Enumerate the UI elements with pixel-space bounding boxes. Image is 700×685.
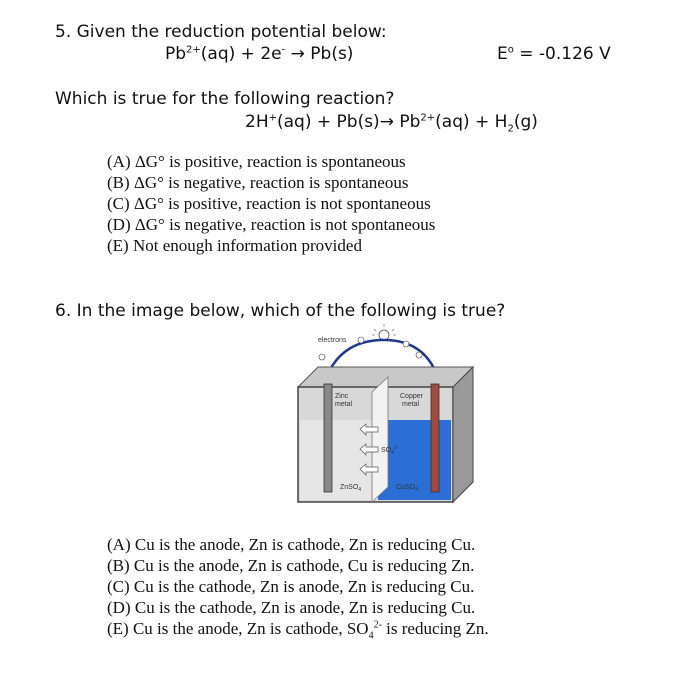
q5-option-a[interactable]: (A) ΔG° is positive, reaction is spontaneous [107, 152, 406, 171]
copper-label-1: Copper [400, 393, 423, 400]
q5-half-reaction: $Pb^{2+}(aq) + 2e^- \to Pb(s)$ [165, 44, 354, 64]
q6-heading: 6. In the image below, which of the following is true? [55, 301, 506, 321]
q5-heading: 5. Given the reduction potential below: [55, 22, 387, 42]
zinc-label-2: metal [335, 401, 353, 408]
q6-option-a[interactable]: (A) Cu is the anode, Zn is cathode, Zn is reducing Cu. [107, 535, 476, 554]
salt-bridge-divider [372, 377, 388, 502]
electrons-label: electrons [318, 337, 347, 344]
q6-option-b[interactable]: (B) Cu is the anode, Zn is cathode, Cu is reducing Zn. [107, 556, 475, 575]
ion-flow-arrows [360, 424, 378, 475]
zinc-label-1: Zinc [335, 393, 349, 400]
q6-option-c[interactable]: (C) Cu is the cathode, Zn is anode, Zn is reducing Cu. [107, 577, 475, 596]
q5-option-e[interactable]: (E) Not enough information provided [107, 236, 362, 255]
q5-potential: $E^o = -0.126$ V [497, 44, 611, 64]
q5-reaction: $2H^+(aq) + Pb(s)\to Pb^{2+}(aq) + H_2(g)$ [245, 112, 538, 135]
copper-label-2: metal [402, 401, 420, 408]
light-bulb-icon [372, 324, 396, 340]
q5-option-c[interactable]: (C) ΔG° is positive, reaction is not spontaneous [107, 194, 431, 213]
galvanic-cell-diagram [288, 322, 478, 518]
q5-option-b[interactable]: (B) ΔG° is negative, reaction is spontaneous [107, 173, 409, 192]
zinc-electrode [324, 384, 332, 492]
cuso4-label: CuSO$_4$ [396, 484, 418, 493]
so4-label: $SO_4^{2-}$ [381, 445, 399, 456]
q6-option-e[interactable]: (E) Cu is the anode, Zn is cathode, $SO_4^{2-}$ is reducing Zn. [107, 619, 489, 642]
q6-option-d[interactable]: (D) Cu is the cathode, Zn is anode, Zn is reducing Cu. [107, 598, 476, 617]
copper-electrode [431, 384, 439, 492]
znso4-label: ZnSO$_4$ [340, 484, 362, 493]
q5-prompt: Which is true for the following reaction? [55, 89, 395, 109]
q5-option-d[interactable]: (D) ΔG° is negative, reaction is not spontaneous [107, 215, 436, 234]
